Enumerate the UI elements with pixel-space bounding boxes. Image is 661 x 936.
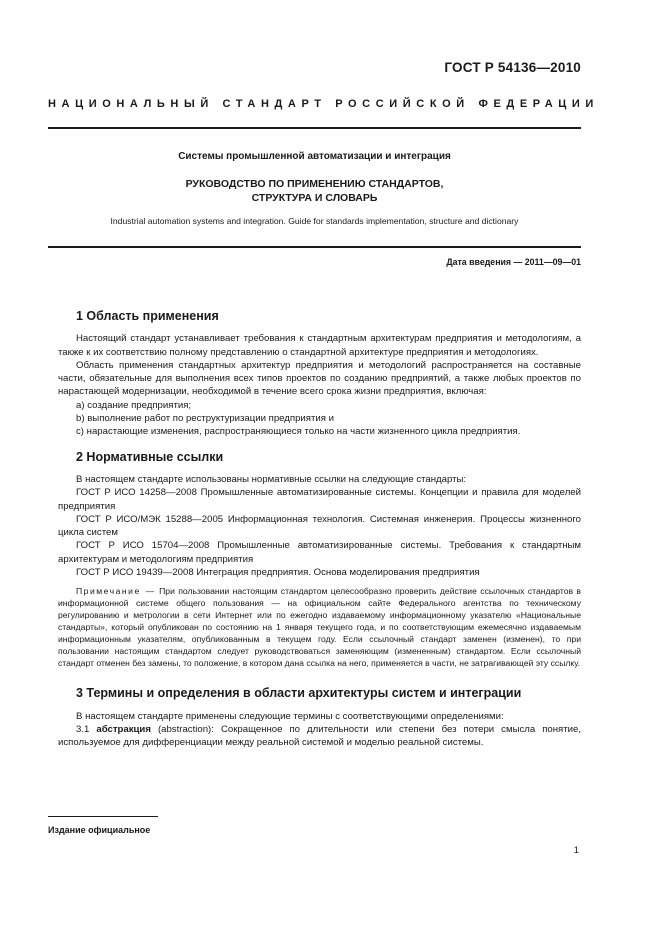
gost-number: ГОСТ Р 54136—2010 <box>444 60 581 75</box>
introduction-date: Дата введения — 2011—09—01 <box>446 257 581 267</box>
paragraph: В настоящем стандарте применены следующие термины с соответствующими определениями: <box>76 710 504 722</box>
term-english: (abstraction): <box>157 723 214 735</box>
page-number: 1 <box>573 845 579 856</box>
reference-item: ГОСТ Р ИСО 19439—2008 Интеграция предприятия. Основа моделирования предприятия <box>76 567 480 579</box>
standard-subtitle: Системы промышленной автоматизации и интеграция <box>178 151 451 162</box>
document-body <box>58 310 581 750</box>
section-scope <box>58 310 581 439</box>
header-rule-top <box>48 127 581 129</box>
note-text: При пользовании настоящим стандартом целесообразно проверить действие ссылочных стандартов в информационной системе общего пользования — на официальном сайте Федерального агентства по техническому регулированию и метрологии в сети Интернет или по ежегодно издаваемому информационному указателю «Национальные стандарты», который опубликован по состоянию на 1 января текущего года, и по соответствующим ежемесячно издаваемым информационным указателям, опубликованным в текущем году. Если ссылочный стандарт заменен (изменен), то при пользовании настоящим стандартом следует руководствоваться заменяющим (измененным) стандартом. Если ссылочный стандарт отменен без замены, то положение, в котором дана ссылка на него, применяется в части, не затрагивающей эту ссылку. <box>58 586 581 669</box>
note <box>58 585 581 669</box>
standard-title <box>48 177 581 205</box>
section-terms <box>58 687 581 749</box>
reference-item: ГОСТ Р ИСО 14258—2008 Промышленные автоматизированные системы. Концепции и правила для моделей предприятия <box>58 487 581 512</box>
list-item: a) создание предприятия; <box>76 399 192 411</box>
footer-rule <box>48 816 158 817</box>
edition-label: Издание официальное <box>48 825 151 835</box>
paragraph: Настоящий стандарт устанавливает требования к стандартным архитектурам предприятия и методологиям, а также к их соответствию полному представлению о стандартной архитектуре предприятия и методологиях. <box>58 333 581 358</box>
term-name: абстракция <box>96 723 151 735</box>
term-number: 3.1 <box>76 723 90 735</box>
standard-title-line1: РУКОВОДСТВО ПО ПРИМЕНЕНИЮ СТАНДАРТОВ, <box>185 178 444 190</box>
reference-item: ГОСТ Р ИСО/МЭК 15288—2005 Информационная технология. Системная инженерия. Процессы жизненного цикла систем <box>58 513 581 539</box>
list-item: b) выполнение работ по реструктуризации предприятия и <box>76 413 334 425</box>
section-heading: 1 Область применения <box>76 309 219 323</box>
paragraph: В настоящем стандарте использованы нормативные ссылки на следующие стандарты: <box>76 473 467 485</box>
national-standard-heading: НАЦИОНАЛЬНЫЙ СТАНДАРТ РОССИЙСКОЙ ФЕДЕРАЦИИ <box>48 98 599 110</box>
section-normative-references <box>58 451 581 670</box>
section-heading: 3 Термины и определения в области архитектуры систем и интеграции <box>76 686 522 701</box>
section-heading: 2 Нормативные ссылки <box>76 449 224 464</box>
reference-item: ГОСТ Р ИСО 15704—2008 Промышленные автоматизированные системы. Требования к стандартным архитектурам и методологиям предприятия <box>58 540 581 565</box>
english-title: Industrial automation systems and integration. Guide for standards implementation, structure and dictionary <box>110 216 519 226</box>
paragraph: Область применения стандартных архитектур предприятия и методологий распространяется на составные части, обязательные для выполнения всех типов проектов по созданию предприятий, а также любых проектов по нарастающей модернизации, необходимой в течение всего срока жизни предприятия, включая: <box>58 359 581 398</box>
term-text: Сокращенное по длительности или степени без потери смысла понятие, используемое для дифференциации между реальной системой и моделью реальной системы. <box>58 723 581 749</box>
list-item: c) нарастающие изменения, распространяющиеся только на части жизненного цикла предприятия. <box>76 426 521 438</box>
note-prefix: Примечание — <box>76 586 156 597</box>
header-rule-bottom <box>48 246 581 248</box>
standard-title-line2: СТРУКТУРА И СЛОВАРЬ <box>251 192 378 204</box>
term-definition <box>58 723 581 750</box>
